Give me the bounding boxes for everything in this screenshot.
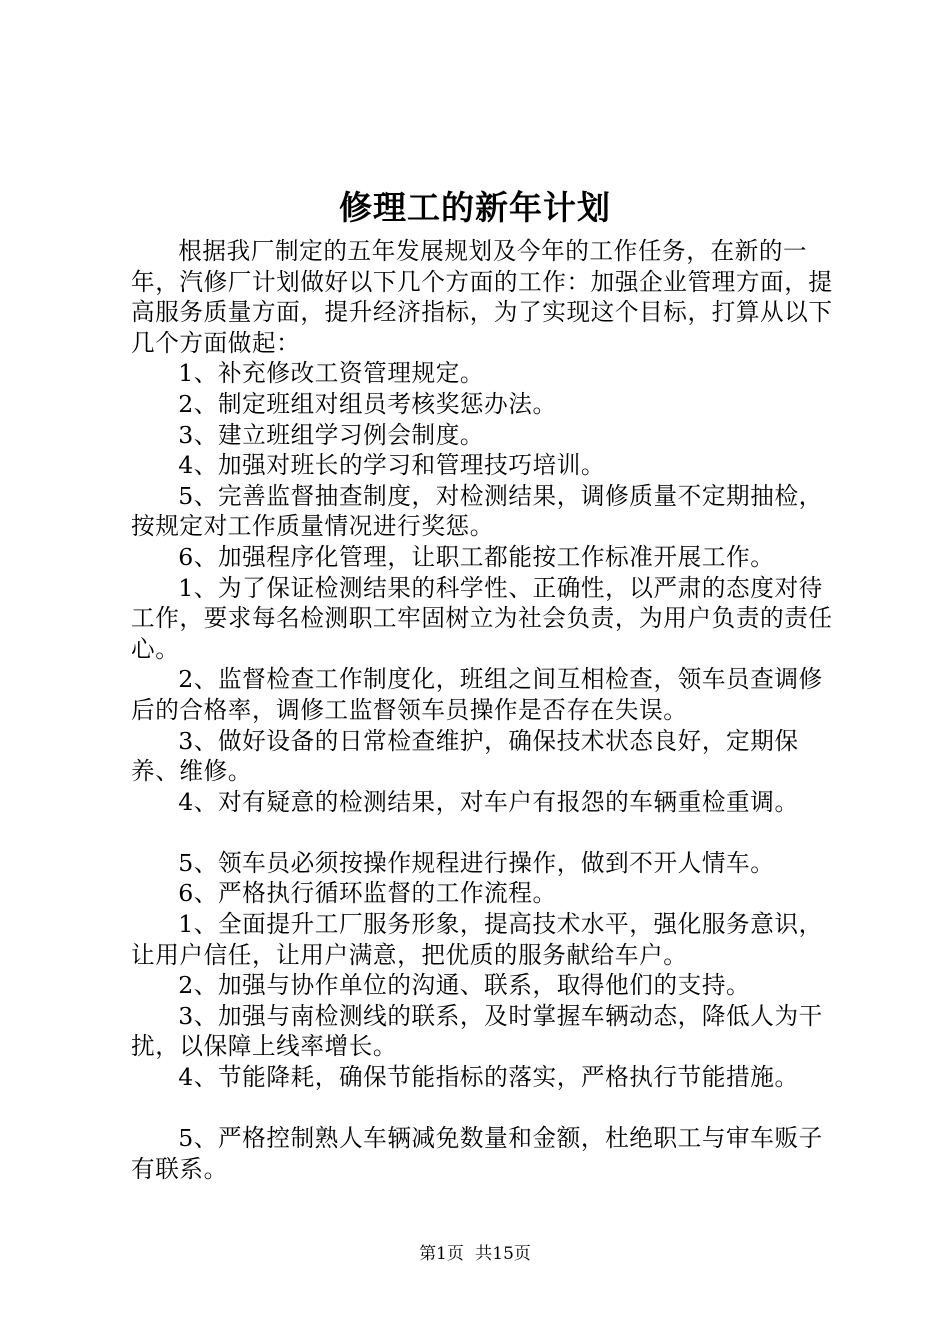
document-title: 修理工的新年计划 bbox=[339, 188, 611, 227]
list-item: 3、建立班组学习例会制度。 bbox=[178, 420, 485, 449]
list-item: 2、制定班组对组员考核奖惩办法。 bbox=[178, 389, 557, 418]
list-item: 4、加强对班长的学习和管理技巧培训。 bbox=[178, 451, 606, 480]
list-item: 1、为了保证检测结果的科学性、正确性，以严肃的态度对待工作，要求每名检测职工牢固树立为社会负责，为用户负责的责任心。 bbox=[131, 573, 833, 663]
paragraph: 根据我厂制定的五年发展规划及今年的工作任务，在新的一年，汽修厂计划做好以下几个方面的工作：加强企业管理方面，提高服务质量方面，提升经济指标，为了实现这个目标，打算从以下几个方面做起： bbox=[131, 237, 833, 357]
list-item: 3、做好设备的日常检查维护，确保技术状态良好，定期保养、维修。 bbox=[131, 726, 799, 786]
blank-line bbox=[131, 1093, 837, 1124]
list-item: 6、严格执行循环监督的工作流程。 bbox=[178, 879, 557, 908]
list-item: 2、加强与协作单位的沟通、联系，取得他们的支持。 bbox=[178, 971, 751, 1000]
list-item: 4、节能降耗，确保节能指标的落实，严格执行节能措施。 bbox=[178, 1063, 799, 1092]
blank-line bbox=[131, 817, 837, 848]
list-item: 6、加强程序化管理，让职工都能按工作标准开展工作。 bbox=[178, 542, 775, 571]
list-item: 2、监督检查工作制度化，班组之间互相检查，领车员查调修后的合格率，调修工监督领车员操作是否存在失误。 bbox=[131, 665, 823, 724]
page-number: 第1页 bbox=[419, 1244, 464, 1264]
list-item: 3、加强与南检测线的联系，及时掌握车辆动态，降低人为干扰，以保障上线率增长。 bbox=[131, 1001, 823, 1061]
list-item: 1、补充修改工资管理规定。 bbox=[178, 359, 485, 388]
list-item: 1、全面提升工厂服务形象，提高技术水平，强化服务意识，让用户信任，让用户满意，把优质的服务献给车户。 bbox=[131, 910, 823, 969]
document-body bbox=[131, 236, 837, 1184]
page-footer bbox=[0, 1243, 950, 1265]
page-total: 共15页 bbox=[475, 1244, 531, 1264]
list-item: 5、严格控制熟人车辆减免数量和金额，杜绝职工与审车贩子有联系。 bbox=[131, 1124, 823, 1183]
list-item: 5、完善监督抽查制度，对检测结果，调修质量不定期抽检，按规定对工作质量情况进行奖惩。 bbox=[131, 481, 823, 541]
list-item: 5、领车员必须按操作规程进行操作，做到不开人情车。 bbox=[178, 848, 775, 877]
list-item: 4、对有疑意的检测结果，对车户有报怨的车辆重检重调。 bbox=[178, 787, 799, 816]
